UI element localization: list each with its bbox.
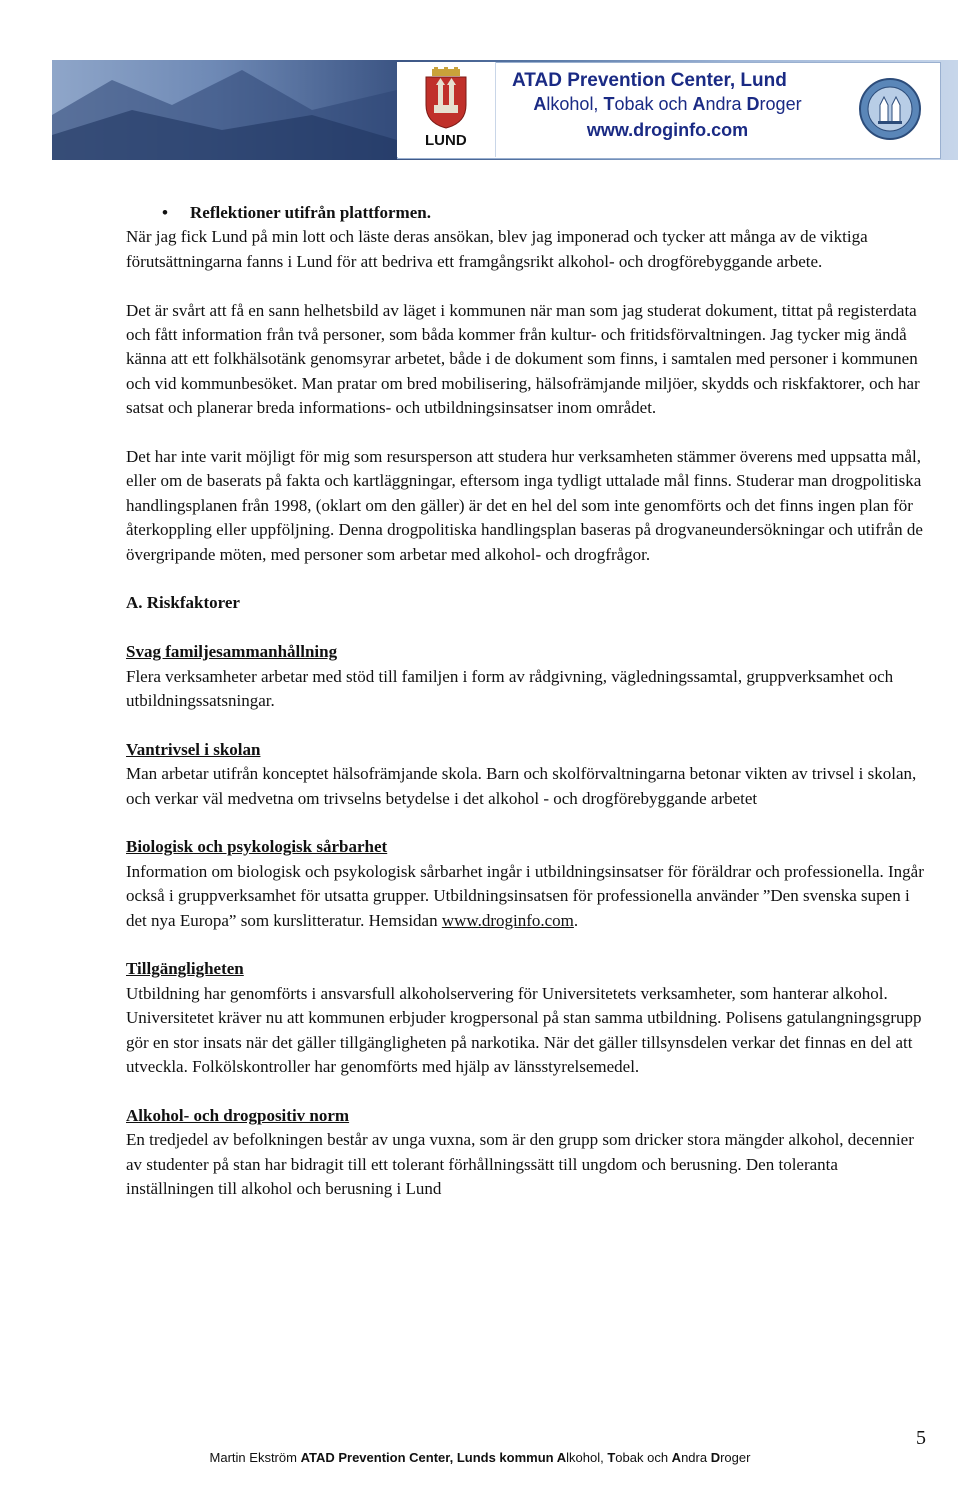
section-title: A. Riskfaktorer <box>126 593 240 613</box>
subsection-heading: Tillgängligheten <box>126 959 244 979</box>
subsection-heading: Vantrivsel i skolan <box>126 739 261 759</box>
page-number: 5 <box>916 1427 926 1449</box>
bullet-heading: • Reflektioner utifrån plattformen. <box>0 201 926 225</box>
header-url[interactable]: www.droginfo.com <box>586 120 749 140</box>
droginfo-seal-icon <box>858 77 922 141</box>
subsection-heading: Alkohol- och drogpositiv norm <box>126 1105 350 1125</box>
footer: Martin Ekström ATAD Prevention Center, Lunds kommun Alkohol, Tobak och Andra Droger <box>209 1450 751 1465</box>
droginfo-link[interactable]: www.droginfo.com <box>441 910 574 930</box>
subsection-text: Utbildning har genomförts i ansvarsfull alkoholservering för Universitetets verksamheter, som hanterar alkohol. Universitetet kräver nu att kommunen erbjuder krogpersonal på stan samma utbildning. Polisens gatulangningsgrupp gör en stor insats när det gäller tillgängligheten på narkotika. När det gäller tillsynsdelen verkar det finnas en del att utveckla. Folkölskontroller har genomförts med hjälp av länsstyrelsemedel. <box>126 983 922 1077</box>
crest-label: LUND <box>425 132 467 149</box>
bullet-icon: • <box>162 203 168 222</box>
crest-box <box>397 62 496 157</box>
lund-crest-icon <box>420 67 472 129</box>
paragraph-overview: Det är svårt att få en sann helhetsbild av läget i kommunen när man som jag studerat dokument, tittat på registerdata och fått information från två personer, som båda kommer från kultur- och fritidsförvaltningen. Jag tycker mig ändå känna att ett folkhälsotänk genomsyrar arbetet, både i de dokument som finns, i samtalen med personer i kommunen och vid kommunbesöket. Man pratar om bred mobilisering, hälsofrämjande miljöer, skydds och riskfaktorer, och har satsat och planerar breda informations- och utbildningsinsatser inom området. <box>126 300 920 418</box>
subsection-text: En tredjedel av befolkningen består av unga vuxna, som är den grupp som dricker stora mängder alkohol, decennier av studenter på stan har bidragit till ett tolerant förhållningssätt till ungdom och berusning. Den toleranta inställningen till alkohol och berusning i Lund <box>126 1130 914 1199</box>
subsection-heading: Biologisk och psykologisk sårbarhet <box>126 837 388 857</box>
paragraph-intro: När jag fick Lund på min lott och läste deras ansökan, blev jag imponerad och tycker att många av de viktiga förutsättningarna fanns i Lund för att bedriva ett framgångsrikt alkohol- och drogförebyggande arbete. <box>126 227 868 271</box>
footer-author: Martin Ekström <box>209 1450 301 1465</box>
header-title: ATAD Prevention Center, Lund <box>512 70 787 91</box>
header-subtitle: Alkohol, Tobak och Andra Droger <box>533 94 802 114</box>
document-body <box>126 201 926 1202</box>
subsection-text: Man arbetar utifrån konceptet hälsofrämjande skola. Barn och skolförvaltningarna betonar vikten av trivsel i skolan, och verkar väl medvetna om trivselns betydelse i det alkohol - och drogförebyggande arbetet <box>126 764 917 808</box>
subsection-heading: Svag familjesammanhållning <box>126 642 338 662</box>
subsection-text: Flera verksamheter arbetar med stöd till familjen i form av rådgivning, vägledningssamtal, gruppverksamhet och utbildningssatsningar. <box>126 666 894 711</box>
subsection-text: Information om biologisk och psykologisk sårbarhet ingår i utbildningsinsatser för föräldrar och professionella. Ingår också i gruppverksamhet för utsatta grupper. Utbildningsinsatsen för professionella använder ”Den svenska supen i det nya Europa” som kurslitteratur. Hemsidan www.droginfo.com. <box>126 861 924 930</box>
footer-org: ATAD Prevention Center, Lunds kommun <box>300 1450 557 1465</box>
paragraph-goals: Det har inte varit möjligt för mig som resursperson att studera hur verksamheten stämmer överens med uppsatta mål, eller om de baserats på fakta och kartläggningar, eftersom inga tydligt uttalade mål finns. Studerar man drogpolitiska handlingsplanen från 1998, (oklart om den gäller) är det en hel del som inte genomförts och det finns ingen plan för återkoppling eller uppföljning. Denna drogpolitiska handlingsplan baseras på drogvaneundersökningar och utifrån de övergripande möten, med personer som arbetar med alkohol- och drogfrågor. <box>126 447 923 564</box>
